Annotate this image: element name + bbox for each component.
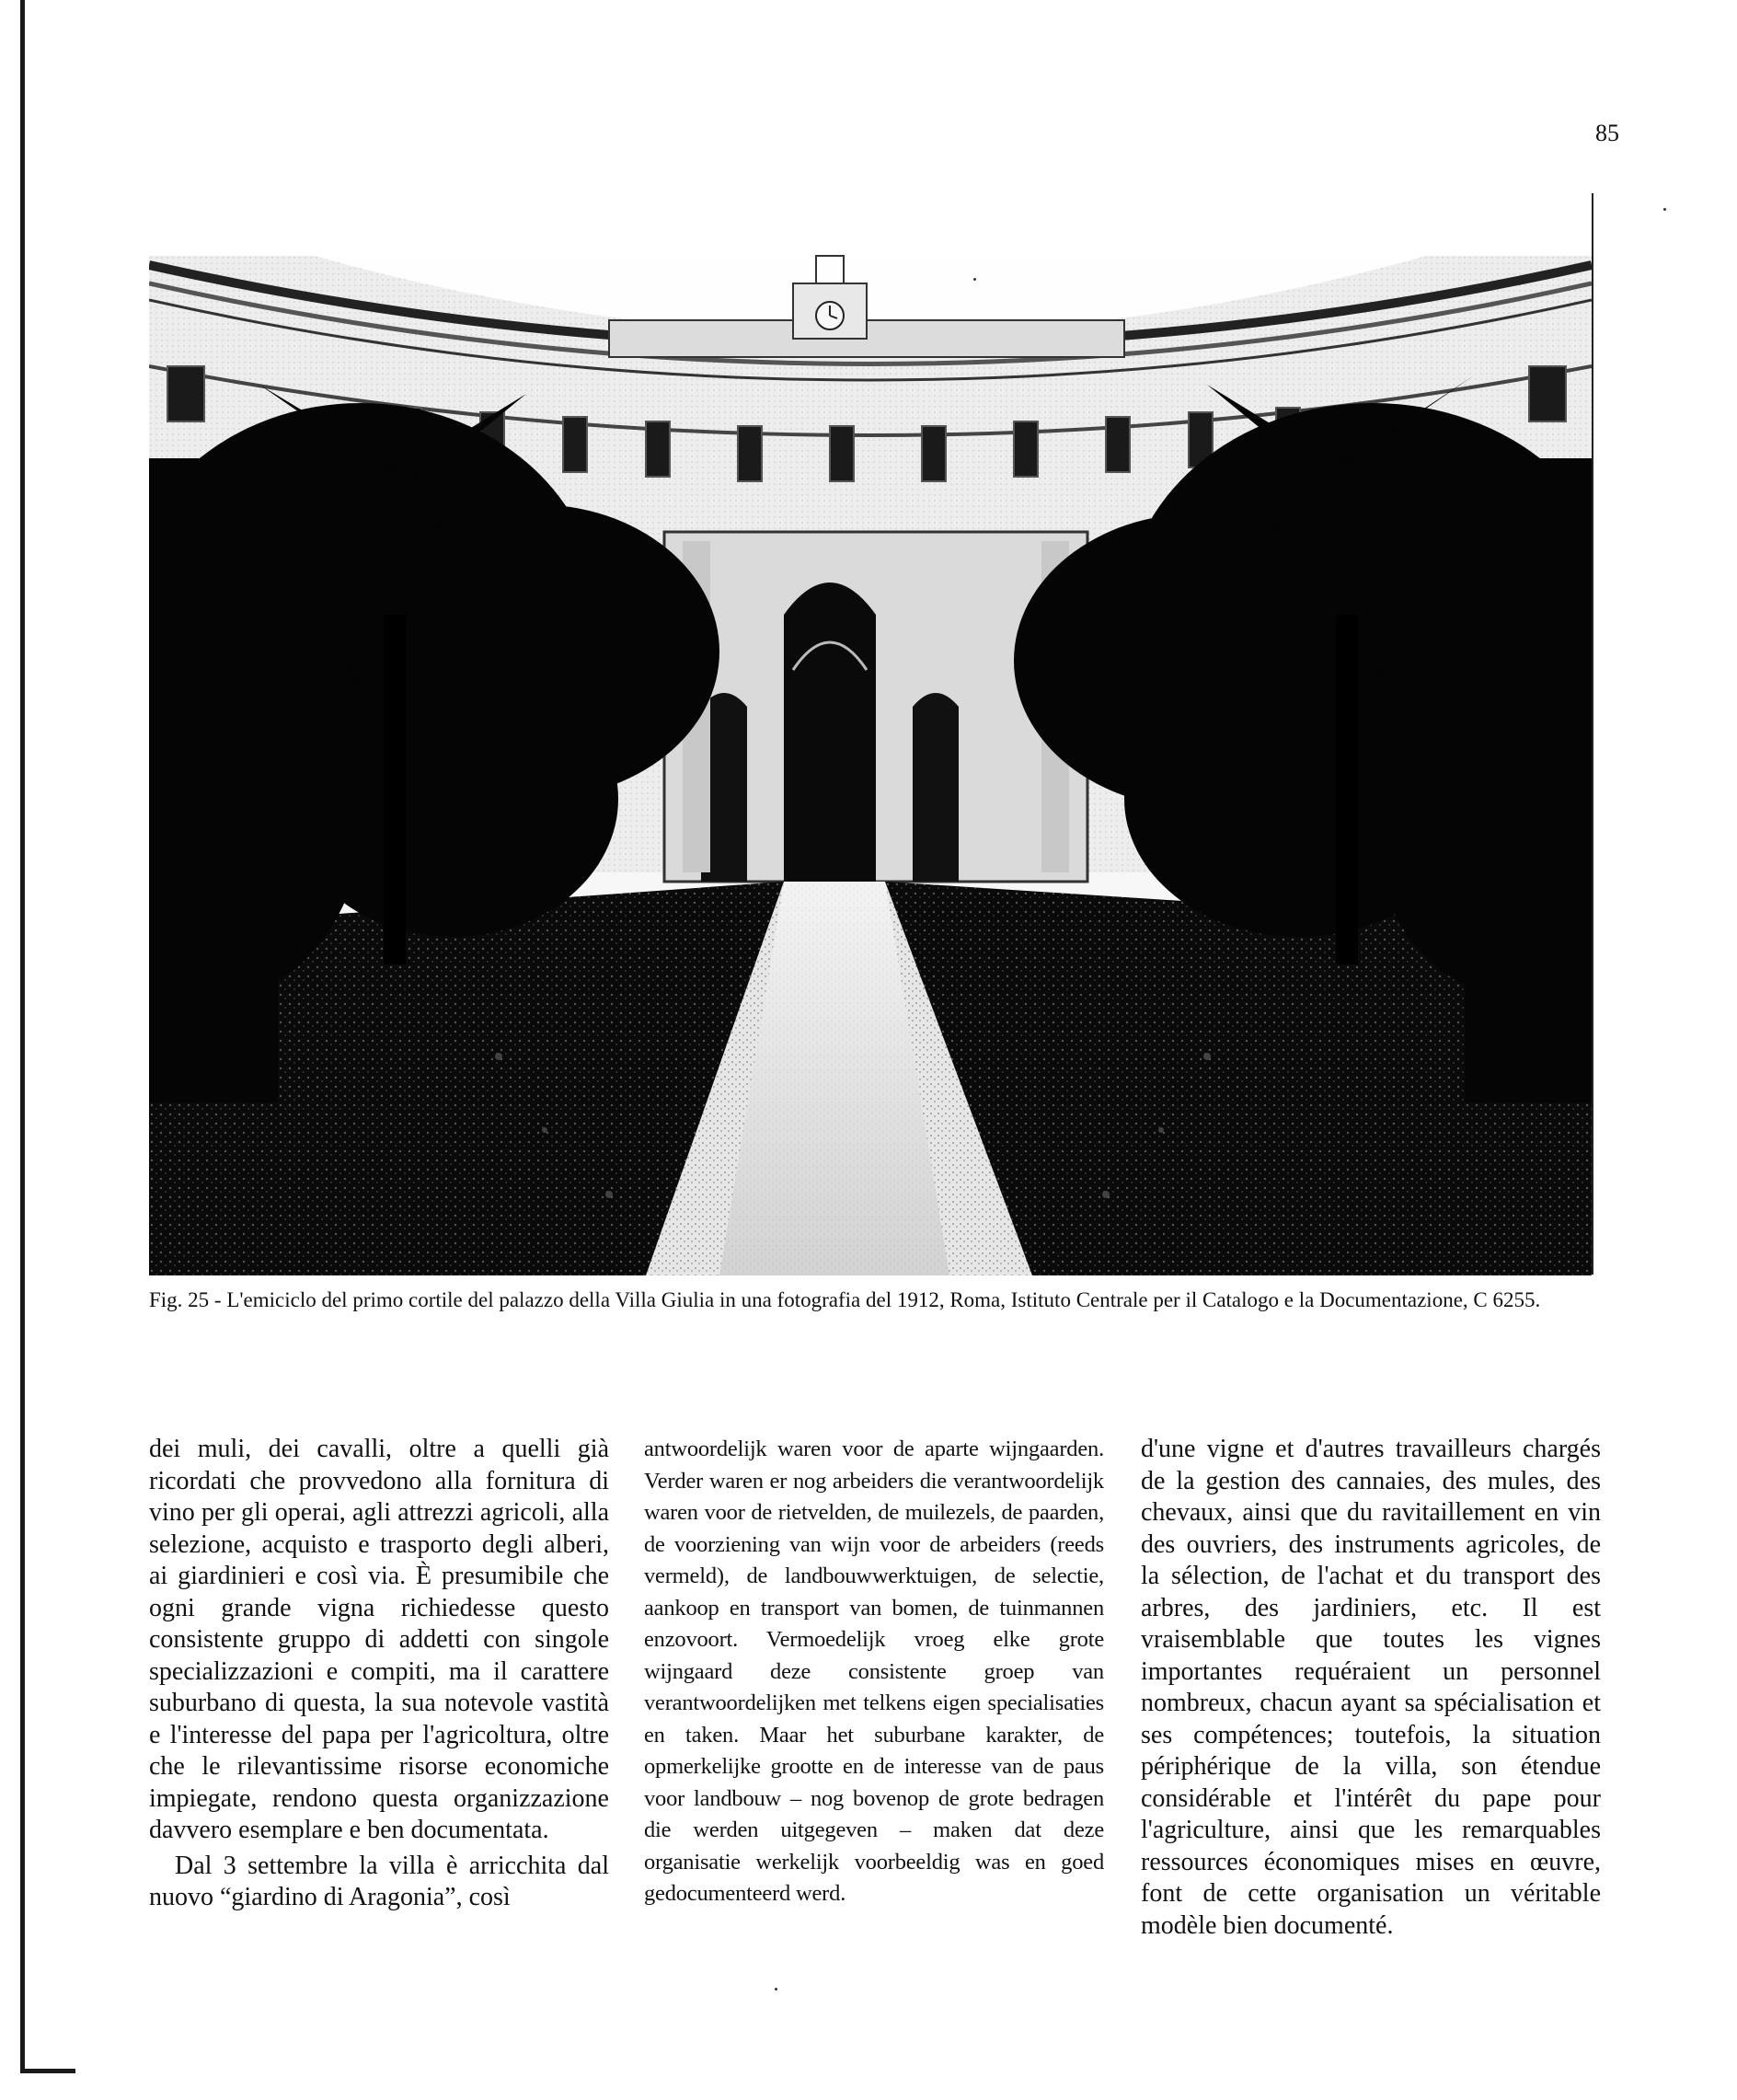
- courtyard-photograph: [149, 228, 1592, 1275]
- french-paragraph: d'une vigne et d'autres travailleurs chargés de la gestion des cannaies, des mules, des chevaux, ainsi que du ravitaillement en vin des ouvriers, des instruments agricoles, de la sélection, de l'achat et du transport des arbres, des jardiniers, etc. Il est vraisemblable que toutes les vignes importantes requéraient un personnel nombreux, chacun ayant sa spécialisation et ses compétences; toutefois, la situation périphérique de la villa, son étendue considérable et l'intérêt du pape pour l'agriculture, ainsi que les remarquables ressources économiques mises en œuvre, font de cette organisation un véritable modèle bien documenté.: [1141, 1435, 1601, 1940]
- italian-paragraph: dei muli, dei cavalli, oltre a quelli già ricordati che provvedono alla fornitura di vino per gli operai, agli attrezzi agricoli, alla selezione, acquisto e trasporto degli alberi, ai giardinieri e così via. È presumibile che ogni grande vigna richiedesse questo consistente gruppo di addetti con singole specializzazioni e compiti, ma il carattere suburbano di questa, la sua notevole vastità e l'interesse del papa per l'agricoltura, oltre che le rilevantissime risorse economiche impiegate, rendono questa organizzazione davvero esemplare e ben documentata.: [149, 1435, 609, 1844]
- italian-paragraph: Dal 3 settembre la villa è arricchita dal nuovo “giardino di Aragonia”, così: [149, 1851, 609, 1911]
- dutch-paragraph: antwoordelijk waren voor de aparte wijngaarden. Verder waren er nog arbeiders die verantwoordelijk waren voor de rietvelden, de muilezels, de paarden, de voorziening van wijn voor de arbeiders (reeds vermeld), de landbouwwerktuigen, de selectie, aankoop en transport van bomen, de tuinmannen enzovoort. Vermoedelijk vroeg elke grote wijngaard deze consistente groep van verantwoordelijken met telkens eigen specialisaties en taken. Maar het suburbane karakter, de opmerkelijke grootte en de interesse van de paus voor landbouw – nog bovenop de grote bedragen die werden uitgegeven – maken dat deze organisatie werkelijk voorbeeldig was en goed gedocumenteerd werd.: [644, 1437, 1104, 1906]
- french-text-column: [1141, 1434, 1601, 1942]
- figure-caption: Fig. 25 - L'emiciclo del primo cortile del palazzo della Villa Giulia in una fotografia del 1912, Roma, Istituto Centrale per il Catalogo e la Documentazione, C 6255.: [149, 1288, 1541, 1311]
- scan-right-rule: [1592, 193, 1593, 1275]
- scan-edge-foot: [20, 2069, 75, 2073]
- scan-edge-line: [20, 0, 25, 2071]
- scan-speck: [973, 278, 976, 281]
- dutch-text-column: [644, 1434, 1104, 1910]
- italian-text-column: [149, 1434, 609, 1914]
- scan-speck: [1663, 208, 1666, 211]
- page-number: 85: [1595, 120, 1619, 146]
- scan-speck: [775, 1988, 777, 1990]
